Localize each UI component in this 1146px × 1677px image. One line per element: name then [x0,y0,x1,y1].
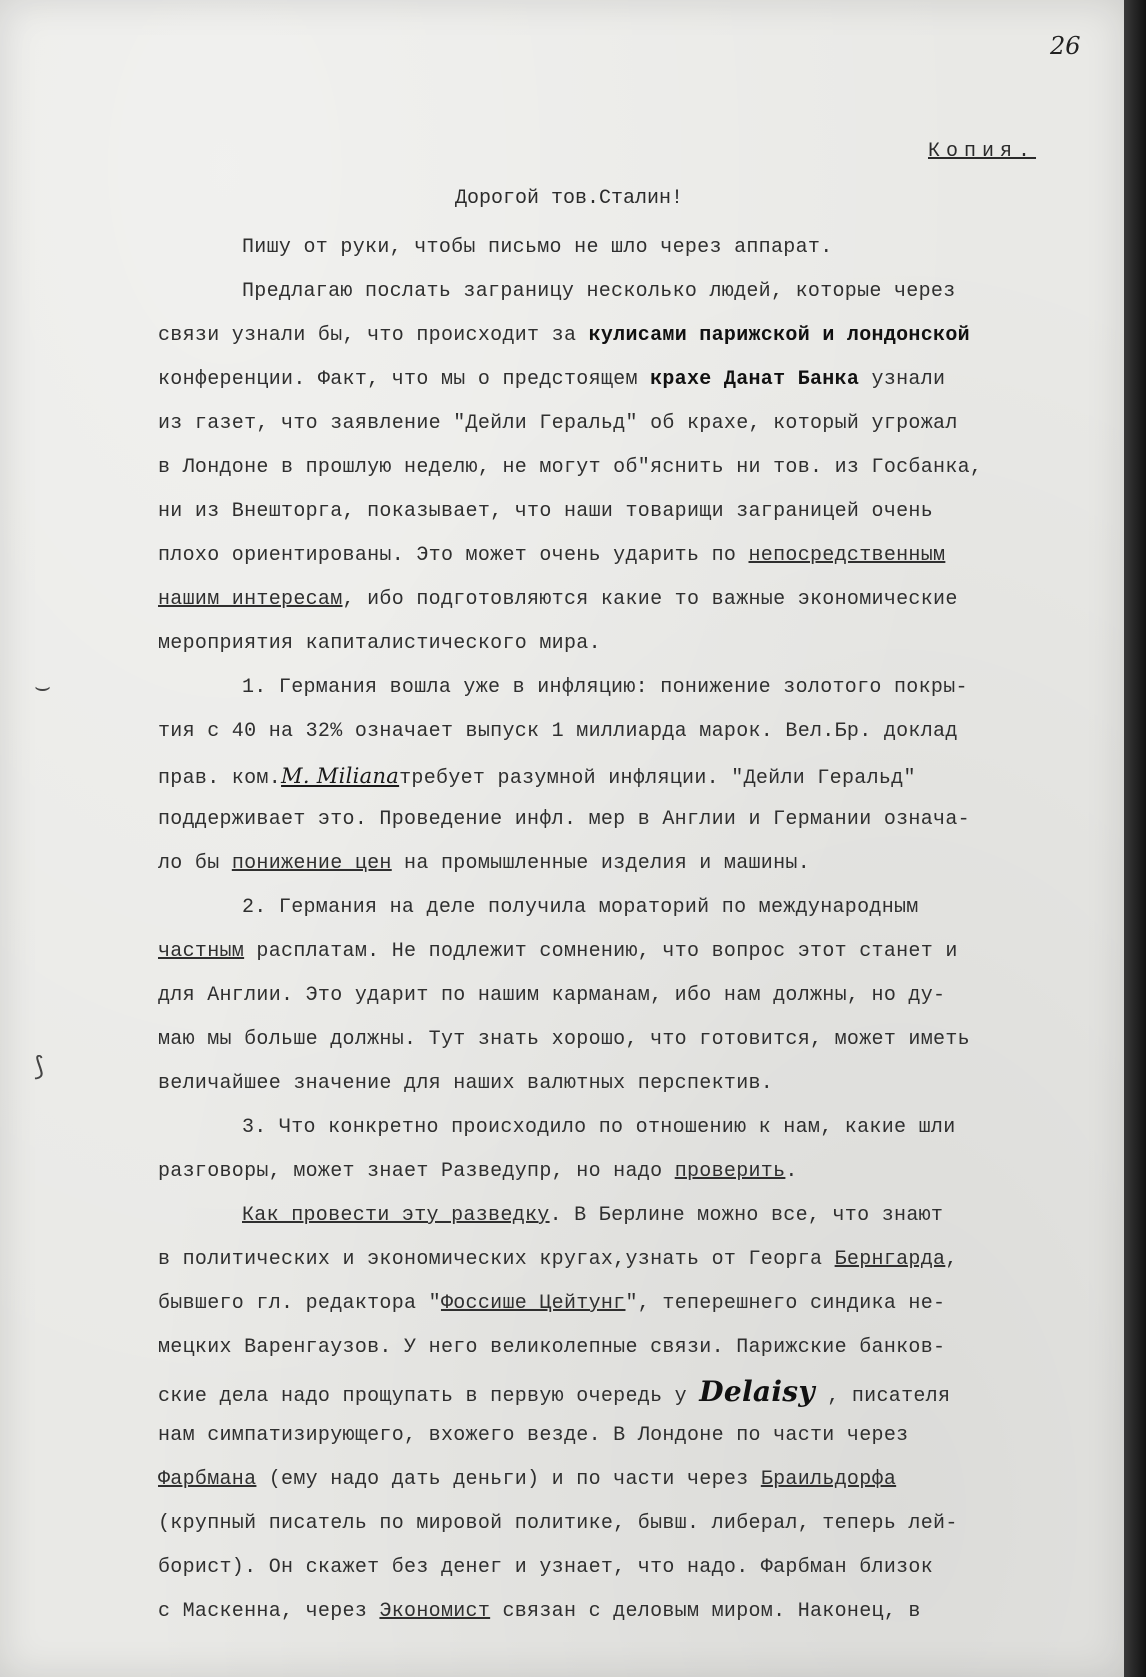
text-line: бывшего гл. редактора "Фоссише Цейтунг", теперешнего синдика не- [158,1292,946,1315]
text-line: маю мы больше должны. Тут знать хорошо, что готовится, может иметь [158,1028,970,1051]
text-line: конференции. Факт, что мы о предстоящем крахе Данат Банка узнали [158,368,946,391]
text-line: 2. Германия на деле получила мораторий по международным [242,896,919,919]
text-line: мероприятия капиталистического мира. [158,632,601,655]
text-line: Предлагаю послать заграницу несколько людей, которые через [242,280,956,303]
margin-bracket-mark: ⟆ [34,1052,45,1082]
copy-mark: Копия. [928,140,1037,163]
margin-bracket-mark: ⌣ [34,672,52,702]
text-line: ские дела надо прощупать в первую очередь у Delaisy , писателя [158,1375,951,1408]
text-line: борист). Он скажет без денег и узнает, что надо. Фарбман близок [158,1556,934,1579]
text-line: Пишу от руки, чтобы письмо не шло через аппарат. [242,236,833,259]
page-number: 26 [1050,32,1081,60]
text-line: 3. Что конкретно происходило по отношению к нам, какие шли [242,1116,956,1139]
text-line: величайшее значение для наших валютных перспектив. [158,1072,774,1095]
text-line: мецких Варенгаузов. У него великолепные связи. Парижские банков- [158,1336,946,1359]
text-line: нашим интересам, ибо подготовляются какие то важные экономические [158,588,958,611]
text-line: Фарбмана (ему надо дать деньги) и по части через Браильдорфа [158,1468,897,1491]
text-line: 1. Германия вошла уже в инфляцию: понижение золотого покры- [242,676,968,699]
text-line: прав. ком.M. Milianaтребует разумной инфляции. "Дейли Геральд" [158,764,916,790]
text-line: в Лондоне в прошлую неделю, не могут об"яснить ни тов. из Госбанка, [158,456,983,479]
text-line: плохо ориентированы. Это может очень ударить по непосредственным [158,544,946,567]
text-line: связи узнали бы, что происходит за кулисами парижской и лондонской [158,324,970,347]
text-line: поддерживает это. Проведение инфл. мер в Англии и Германии означа- [158,808,970,831]
letter-body [158,226,1118,1634]
salutation: Дорогой тов.Сталин! [455,187,684,210]
scan-edge [1124,0,1146,1677]
text-line: тия с 40 на 32% означает выпуск 1 миллиарда марок. Вел.Бр. доклад [158,720,958,743]
text-line: разговоры, может знает Разведупр, но надо проверить. [158,1160,798,1183]
text-line: Как провести эту разведку. В Берлине можно все, что знают [242,1204,944,1227]
text-line: нам симпатизирующего, вхожего везде. В Лондоне по части через [158,1424,909,1447]
handwritten-name: Delaisy [699,1375,815,1408]
text-line: с Маскенна, через Экономист связан с деловым миром. Наконец, в [158,1600,921,1623]
text-line: ни из Внешторга, показывает, что наши товарищи заграницей очень [158,500,934,523]
text-line: ло бы понижение цен на промышленные изделия и машины. [158,852,811,875]
text-line: (крупный писатель по мировой политике, бывш. либерал, теперь лей- [158,1512,958,1535]
text-line: в политических и экономических кругах,узнать от Георга Бернгарда, [158,1248,958,1271]
handwritten-name: M. Miliana [281,764,400,788]
text-line: из газет, что заявление "Дейли Геральд" об крахе, который угрожал [158,412,958,435]
text-line: частным расплатам. Не подлежит сомнению, что вопрос этот станет и [158,940,958,963]
text-line: для Англии. Это ударит по нашим карманам, ибо нам должны, но ду- [158,984,946,1007]
